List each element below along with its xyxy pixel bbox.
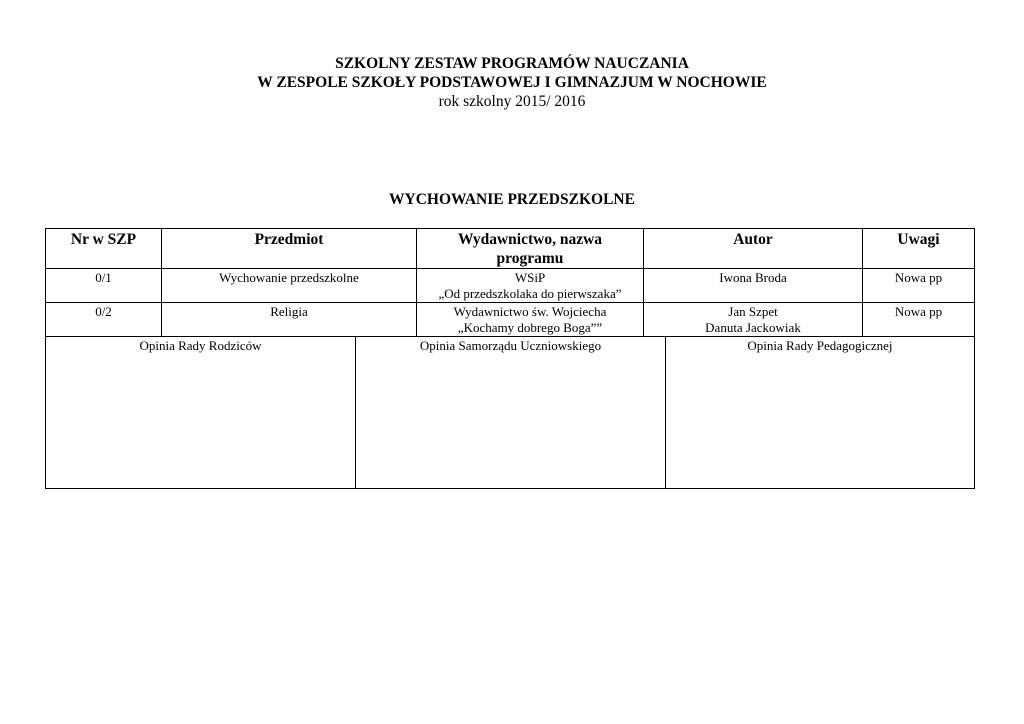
header-wydawnictwo: [417, 229, 644, 269]
cell-nr: 0/2: [46, 303, 162, 337]
opinions-table: [45, 336, 975, 489]
cell-autor: [644, 269, 863, 303]
opinion-rada-pedagogiczna: Opinia Rady Pedagogicznej: [666, 336, 975, 489]
cell-przedmiot: Wychowanie przedszkolne: [162, 269, 417, 303]
cell-uwagi: Nowa pp: [863, 269, 975, 303]
cell-wydawnictwo-line2: „Od przedszkolaka do pierwszaka”: [438, 286, 622, 301]
cell-autor-line1: Jan Szpet: [728, 304, 778, 319]
header-nr: Nr w SZP: [46, 229, 162, 269]
cell-wydawnictwo-line1: Wydawnictwo św. Wojciecha: [453, 304, 607, 319]
school-year: rok szkolny 2015/ 2016: [438, 93, 586, 110]
cell-autor-line1: Iwona Broda: [719, 270, 787, 285]
opinions-row: [46, 336, 975, 489]
header-przedmiot: Przedmiot: [162, 229, 417, 269]
cell-wydawnictwo-line2: „Kochamy dobrego Boga””: [457, 320, 603, 335]
document-title: SZKOLNY ZESTAW PROGRAMÓW NAUCZANIA: [335, 55, 689, 72]
cell-wydawnictwo: [417, 269, 644, 303]
table-row: [46, 269, 975, 303]
header-wydawnictwo-line2: programu: [496, 250, 564, 267]
cell-wydawnictwo-line1: WSiP: [514, 270, 546, 285]
opinion-samorzad-uczniowski: Opinia Samorządu Uczniowskiego: [356, 336, 666, 489]
table-header-row: [46, 229, 975, 269]
programs-table: [45, 228, 975, 337]
header-uwagi: Uwagi: [863, 229, 975, 269]
opinion-rada-rodzicow: Opinia Rady Rodziców: [46, 336, 356, 489]
cell-wydawnictwo: [417, 303, 644, 337]
cell-autor-line2: Danuta Jackowiak: [705, 320, 801, 335]
header-wydawnictwo-line1: Wydawnictwo, nazwa: [457, 231, 603, 248]
cell-autor: [644, 303, 863, 337]
cell-przedmiot: Religia: [162, 303, 417, 337]
section-title: WYCHOWANIE PRZEDSZKOLNE: [389, 191, 635, 208]
table-row: [46, 303, 975, 337]
cell-uwagi: Nowa pp: [863, 303, 975, 337]
document-subtitle: W ZESPOLE SZKOŁY PODSTAWOWEJ I GIMNAZJUM W NOCHOWIE: [257, 74, 767, 91]
header-autor: Autor: [644, 229, 863, 269]
document-header: [0, 54, 1024, 111]
cell-nr: 0/1: [46, 269, 162, 303]
